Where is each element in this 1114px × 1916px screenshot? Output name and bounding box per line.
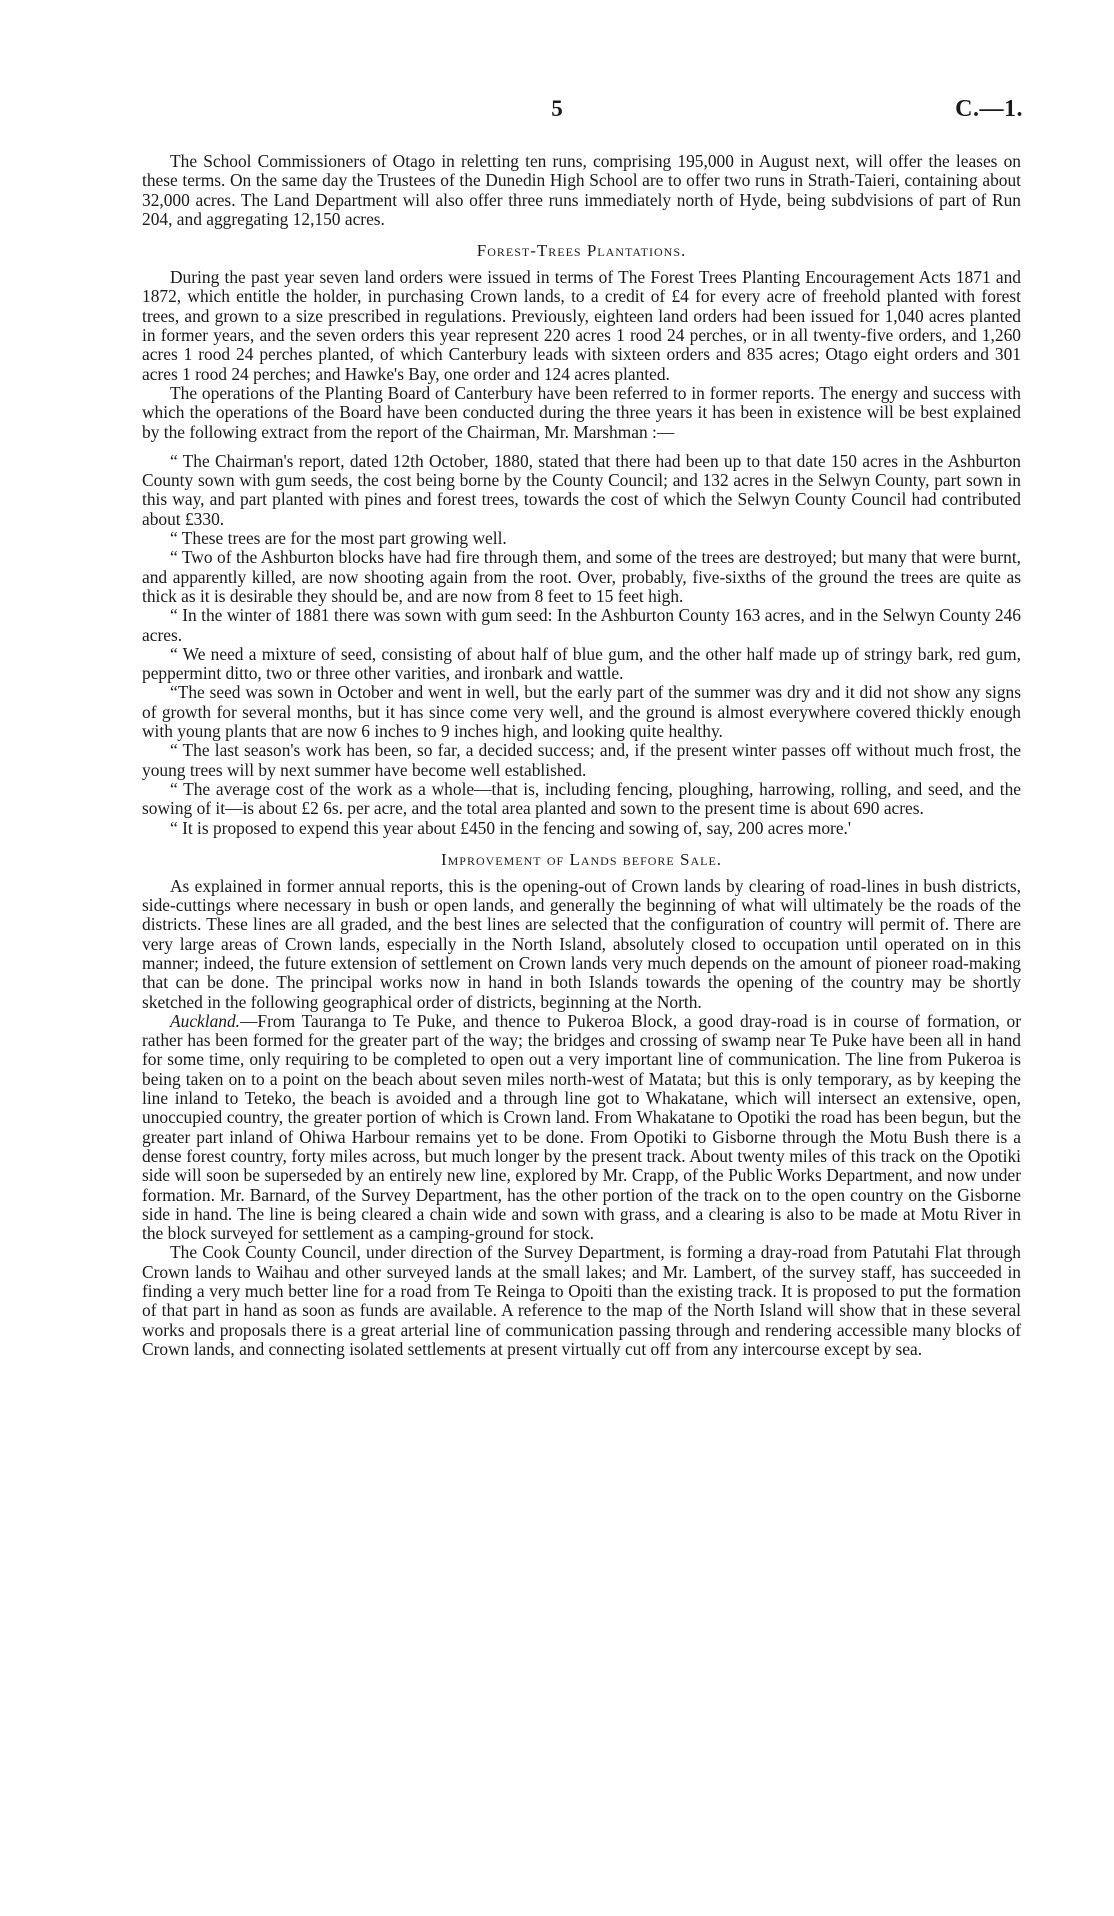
quote-paragraph: “ The Chairman's report, dated 12th October, 1880, stated that there had been up to that date 150 acres in the Ashburton County sown with gum seeds, the cost being borne by the County Council; and 132 acres in the Selwyn County, part sown in this way, and part planted with pines and forest trees, towards the cost of which the Selwyn County Council had contributed about £330. <box>142 450 1021 529</box>
quote-paragraph: “ These trees are for the most part growing well. <box>170 528 507 549</box>
paragraph-auckland <box>142 1012 1021 1244</box>
quote-paragraph: “ The average cost of the work as a whole—that is, including fencing, ploughing, harrowing, rolling, and seed, and the sowing of it—is about £2 6s. per acre, and the total area planted and sown to the present time is about 690 acres. <box>142 778 1021 819</box>
quote-paragraph: “ It is proposed to expend this year about £450 in the fencing and sowing of, say, 200 acres more.' <box>170 817 852 838</box>
paragraph-planting-board: The operations of the Planting Board of Canterbury have been referred to in former reports. The energy and success with which the operations of the Board have been conducted during the three years it has been in existence will be best explained by the following extract from the report of the Chairman, Mr. Marshman :— <box>142 382 1021 442</box>
region-label-auckland: Auckland. <box>170 1010 241 1031</box>
heading-forest-trees: Forest-Trees Plantations. <box>476 241 687 261</box>
quote-paragraph: “The seed was sown in October and went in well, but the early part of the summer was dry and it did not show any signs of growth for several months, but it has since come very well, and the ground is almost everywhere covered thickly enough with young plants that are now 6 inches to 9 inches high, and looking quite healthy. <box>142 682 1021 742</box>
quote-paragraph: “ We need a mixture of seed, consisting of about half of blue gum, and the other half made up of stringy bark, red gum, peppermint ditto, two or three other varities, and ironbark and wattle. <box>142 643 1021 684</box>
paragraph-land-orders: During the past year seven land orders were issued in terms of The Forest Trees Planting Encouragement Acts 1871 and 1872, which entitle the holder, in purchasing Crown lands, to a credit of £4 for every acre of freehold planted with forest trees, and grown to a size prescribed in regulations. Previously, eighteen land orders had been issued for 1,040 acres planted in former years, and the seven orders this year represent 220 acres 1 rood 24 perches, or in all twenty-five orders, and 1,260 acres 1 rood 24 perches planted, of which Canterbury leads with sixteen orders and 835 acres; Otago eight orders and 301 acres 1 rood 24 perches; and Hawke's Bay, one order and 124 acres planted. <box>142 267 1021 384</box>
paragraph-cook-county: The Cook County Council, under direction of the Survey Department, is forming a dray-road from Patutahi Flat through Crown lands to Waihau and other surveyed lands at the small lakes; and Mr. Lambert, of the survey staff, has succeeded in finding a very much better line for a road from Te Reinga to Opoiti than the existing track. It is proposed to put the formation of that part in hand as soon as funds are available. A reference to the map of the North Island will show that in these several works and proposals there is a great arterial line of communication passing through and rendering accessible many blocks of Crown lands, and connecting isolated settlements at present virtually cut off from any intercourse except by sea. <box>142 1242 1021 1359</box>
heading-improvement-of-lands: Improvement of Lands before Sale. <box>440 849 723 869</box>
paragraph-otago-runs: The School Commissioners of Otago in reletting ten runs, comprising 195,000 in August next, will offer the leases on these terms. On the same day the Trustees of the Dunedin High School are to offer two runs in Strath-Taieri, containing about 32,000 acres. The Land Department will also offer three runs immediately north of Hyde, being subdvisions of part of Run 204, and aggregating 12,150 acres. <box>142 151 1021 229</box>
page-number: 5 <box>551 96 563 121</box>
quote-paragraph: “ Two of the Ashburton blocks have had fire through them, and some of the trees are destroyed; but many that were burnt, and apparently killed, are now shooting again from the root. Over, probably, five-sixths of the ground the trees are quite as thick as it is desirable they should be, and are now from 8 feet to 15 feet high. <box>142 547 1021 606</box>
body-text <box>142 152 1021 1359</box>
document-reference: C.—1. <box>955 96 1023 122</box>
auckland-text: —From Tauranga to Te Puke, and thence to Pukeroa Block, a good dray-road is in course of formation, or rather has been formed for the greater part of the way; the bridges and crossing of swamp near Te Puke have been all in hand for some time, only requiring to be completed to open out a very important line of communication. The line from Pukeroa is being taken on to a point on the beach about seven miles north-west of Matata; but this is only temporary, as by keeping the line inland to Teteko, the beach is avoided and a through line got to Whakatane, which will intersect an extensive, open, unoccupied country, the greater portion of which is Crown land. From Whakatane to Opotiki the road has been begun, but the greater part inland of Ohiwa Harbour remains yet to be done. From Opotiki to Gisborne through the Motu Bush there is a dense forest country, forty miles across, but much longer by the present track. About twenty miles of this track on the Opotiki side will soon be superseded by an entirely new line, explored by Mr. Crapp, of the Public Works Department, and now under formation. Mr. Barnard, of the Survey Department, has the other portion of the track on to the open country on the Gisborne side in hand. The line is being cleared a chain wide and sown with grass, and a clearing is also to be made at Motu River in the block surveyed for settlement as a camping-ground for stock. <box>142 1010 1021 1244</box>
quote-paragraph: “ The last season's work has been, so far, a decided success; and, if the present winter passes off without much frost, the young trees will by next summer have become well established. <box>142 740 1021 780</box>
quote-paragraph: “ In the winter of 1881 there was sown with gum seed: In the Ashburton County 163 acres, and in the Selwyn County 246 acres. <box>142 605 1021 645</box>
paragraph-road-lines: As explained in former annual reports, this is the opening-out of Crown lands by clearing of road-lines in bush districts, side-cuttings where necessary in bush or open lands, and generally the beginning of what will ultimately be the roads of the districts. These lines are all graded, and the best lines are selected that the configuration of country will permit of. There are very large areas of Crown lands, especially in the North Island, absolutely closed to occupation until operated on in this manner; indeed, the future extension of settlement on Crown lands very much depends on the amount of pioneer road-making that can be done. The principal works now in hand in both Islands towards the opening of the country may be shortly sketched in the following geographical order of districts, beginning at the North. <box>142 875 1021 1012</box>
